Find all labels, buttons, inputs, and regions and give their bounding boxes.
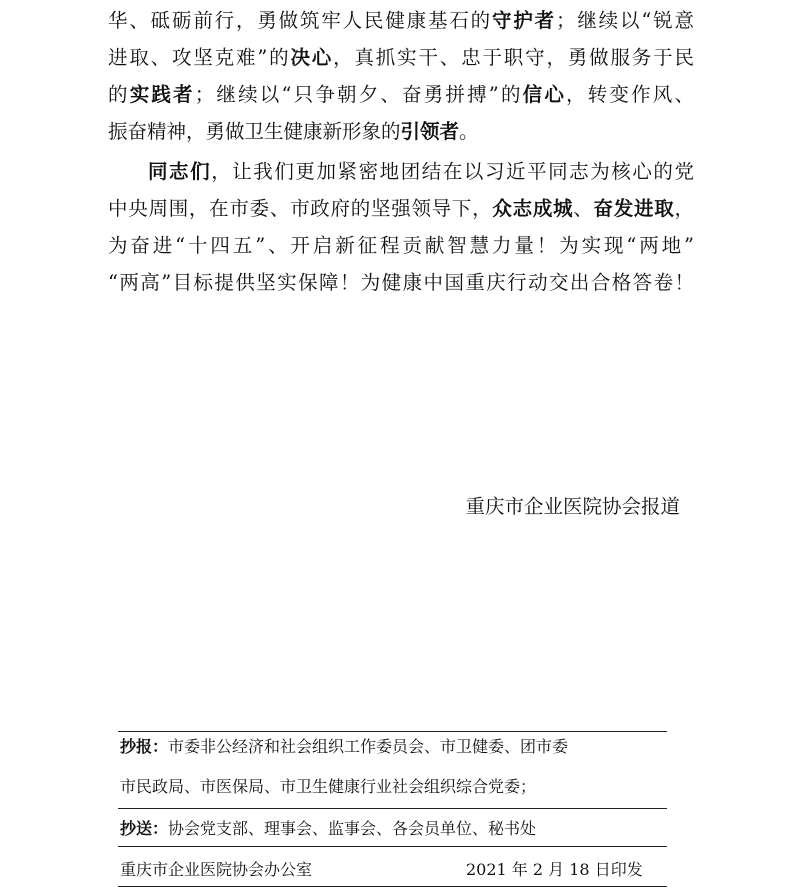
cc-send-text: 协会党支部、理事会、监事会、各会员单位、秘书处 [168,819,537,838]
text-span: ；继续以“只争朝夕、奋勇拼搏”的 [194,83,523,106]
paragraph-1-line-3 [108,76,694,113]
footer-lower-rule [118,846,667,847]
bold-text-confidence: 信心 [522,83,567,106]
bold-text-guardian: 守护者 [492,9,556,32]
text-span: 进取、攻坚克难”的 [108,46,291,69]
paragraph-2-line-4 [108,264,694,301]
bold-text-forge-ahead: 奋发进取 [593,197,675,220]
text-span: ，转变作风、 [566,83,694,106]
paragraph-2-line-1 [148,153,694,190]
issue-date: 2021 年 2 月 18 日印发 [466,860,643,879]
text-span: 为奋进“十四五”、开启新征程贡献智慧力量！为实现“两地” [108,234,694,257]
paragraph-1-line-1 [108,2,694,39]
text-span: 、 [573,197,594,220]
paragraph-1-line-4 [108,113,694,150]
text-span: ；继续以“锐意 [556,9,694,32]
text-span: ，让我们更加紧密地团结在以习近平同志为核心的党 [211,160,694,183]
text-span: 的 [108,83,130,106]
cc-report-text: 市民政局、市医保局、市卫生健康行业社会组织综合党委； [120,777,537,796]
paragraph-2-line-2 [108,190,694,227]
cc-send-line [120,814,536,844]
paragraph-2-line-3 [108,227,694,264]
cc-send-label: 抄送： [120,819,169,838]
bold-text-practitioner: 实践者 [129,83,195,106]
paragraph-1-line-2 [108,39,694,76]
cc-report-line-2 [120,772,536,802]
footer-middle-rule [118,808,667,809]
text-span: 中央周围，在市委、市政府的坚强领导下， [108,197,493,220]
text-span: 振奋精神，勇做卫生健康新形象的 [108,120,401,143]
text-span: “两高”目标提供坚实保障！为健康中国重庆行动交出合格答卷！ [108,271,694,294]
text-span: ，真抓实干、忠于职守，勇做服务于民 [333,46,694,69]
report-signature: 重庆市企业医院协会报道 [465,495,680,518]
text-span: ， [674,197,694,220]
bold-text-leader: 引领者 [400,120,460,143]
bold-text-united: 众志成城 [492,197,574,220]
cc-report-line-1 [120,732,568,762]
cc-report-label: 抄报： [120,737,169,756]
issuer-office: 重庆市企业医院协会办公室 [120,860,313,879]
text-span: 。 [459,120,479,143]
text-span: 华、砥砺前行，勇做筑牢人民健康基石的 [108,9,492,32]
bold-text-comrades: 同志们 [148,160,212,183]
cc-report-text: 市委非公经济和社会组织工作委员会、市卫健委、团市委 [168,737,569,756]
bold-text-determination: 决心 [290,46,334,69]
footer-bottom-rule [118,886,667,887]
